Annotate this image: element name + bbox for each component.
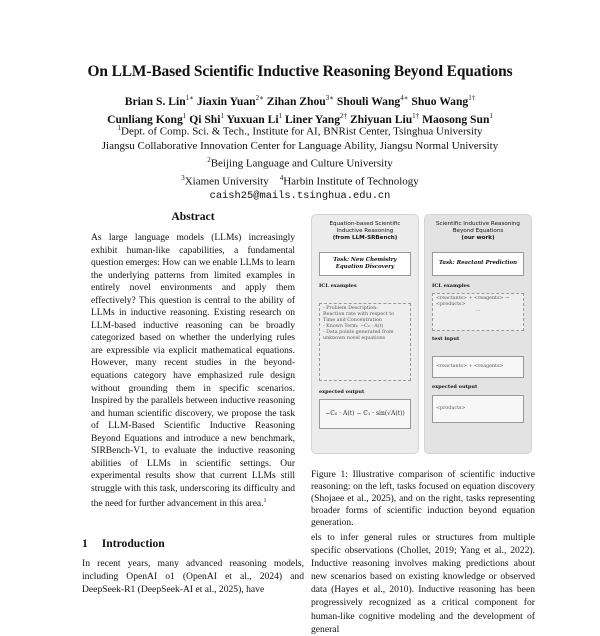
footnote-mark[interactable]: 1 (263, 498, 267, 505)
author: Jiaxin Yuan$^{2∗}$ (196, 94, 264, 108)
left-column (82, 210, 304, 511)
paper-title: On LLM-Based Scientific Inductive Reasoning Beyond Equations (87, 63, 513, 80)
author: Shuo Wang$^{1\dagger}$ (411, 94, 476, 108)
affiliation-1b: Jiangsu Collaborative Innovation Center for Language Ability, Jiangsu Normal University (101, 139, 499, 152)
abstract-heading: Abstract (171, 210, 215, 223)
author: Cunliang Kong$^1$ (107, 111, 187, 126)
affiliation-3-4: $^3$Xiamen University $^4$Harbin Institute of Technology (181, 173, 419, 188)
body-text-right: els to infer general rules or structures from multiple specific observations (Chollet, 2019; Yang et al., 2022). Inductive reasoning involves making predictions about new scenarios based on existing knowledge or observed data (Hayes et al., 2010). Inductive reasoning has been progressively recognized as a critical component for human-like cognitive modeling and the development of general (311, 532, 535, 635)
author: Liner Yang$^{2\dagger}$ (284, 111, 348, 126)
affiliation-2: $^2$Beijing Language and Culture University (207, 156, 393, 170)
icl-examples-box: - Problem Description: Reaction rate with respect to Time and Concentration - Known Term: −C₀ · A(t) - Data points generated from unknown novel equations (319, 303, 411, 381)
author: Brian S. Lin$^{1∗}$ (124, 94, 194, 108)
task-box: Task: New Chemistry Equation Discovery (319, 252, 411, 276)
affiliation-1: $^1$Dept. of Comp. Sci. & Tech., Institute for AI, BNRist Center, Tsinghua University (117, 124, 483, 138)
task-box: Task: Reactant Prediction (432, 252, 524, 276)
test-input-label: test input (432, 335, 460, 342)
test-input-box: <reactants> + <reagents> (432, 356, 524, 378)
equation-based-panel (311, 214, 419, 454)
affiliations (0, 121, 600, 203)
author: Shouli Wang$^{4∗}$ (336, 94, 409, 108)
right-column (310, 210, 534, 460)
expected-output-box: <products> (432, 395, 524, 423)
icl-label: ICL examples (319, 282, 357, 289)
contact-email[interactable]: caish25@mails.tsinghua.edu.cn (209, 189, 391, 202)
icl-examples-box: <reactants> + <reagents> → <products> ... (432, 293, 524, 331)
section-heading-introduction: 1 Introduction (82, 537, 165, 550)
introduction-text: In recent years, many advanced reasoning models, including OpenAI o1 (OpenAI et al., 2024) and DeepSeek-R1 (DeepSeek-AI et al., 2025), have (82, 558, 304, 596)
beyond-equations-panel (424, 214, 532, 454)
figure-1 (310, 210, 534, 460)
expected-output-box (319, 399, 411, 429)
author: Maosong Sun$^1$ (422, 111, 493, 126)
formula: −C₀ · A(t) − C₁ · sin(√A(t)) (325, 409, 405, 417)
author: Zihan Zhou$^{3∗}$ (266, 94, 335, 108)
figure-caption: Figure 1: Illustrative comparison of scientific inductive reasoning: on the left, tasks focused on equation discovery (Shojaee et al., 2025), and on the right, tasks representing broader forms of scientific induction beyond equation generation. (311, 470, 535, 529)
abstract-text: As large language models (LLMs) increasingly exhibit human-like capabilities, a fundamental question emerges: How can we enable LLMs to learn the underlying patterns from limited examples in entirely novel environments and apply them effectively? This question is central to the ability of LLMs in inductive reasoning. Existing research on LLM-based inductive reasoning can be broadly categorized based on whether the underlying rules are expressible via explicit mathematical equations. However, many recent studies in the beyond-equations category have emphasized rule design without grounding them in specific scenarios. Inspired by the parallels between inductive reasoning and human scientific discovery, we propose the task of LLM-Based Scientific Inductive Reasoning Beyond Equations and introduce a new benchmark, SIRBench-V1, to evaluate the inductive reasoning abilities of LLMs in scientific settings. Our experimental results show that current LLMs still struggle with this task, underscoring its difficulty and the need for further advancement in this area.$^1$ (91, 233, 295, 510)
panel-title: Scientific Inductive Reasoning Beyond Equations (our work) (436, 221, 520, 242)
author-line-1 (0, 91, 600, 109)
author: Qi Shi$^1$ (189, 111, 224, 126)
expected-output-label: expected output (319, 388, 365, 395)
author: Zhiyuan Liu$^{1\dagger}$ (349, 111, 420, 126)
icl-label: ICL examples (432, 282, 470, 289)
expected-output-label: expected output (432, 383, 478, 390)
author: Yuxuan Li$^1$ (226, 111, 283, 126)
panel-title: Equation-based Scientific Inductive Reasoning (from LLM-SRBench) (329, 221, 401, 242)
